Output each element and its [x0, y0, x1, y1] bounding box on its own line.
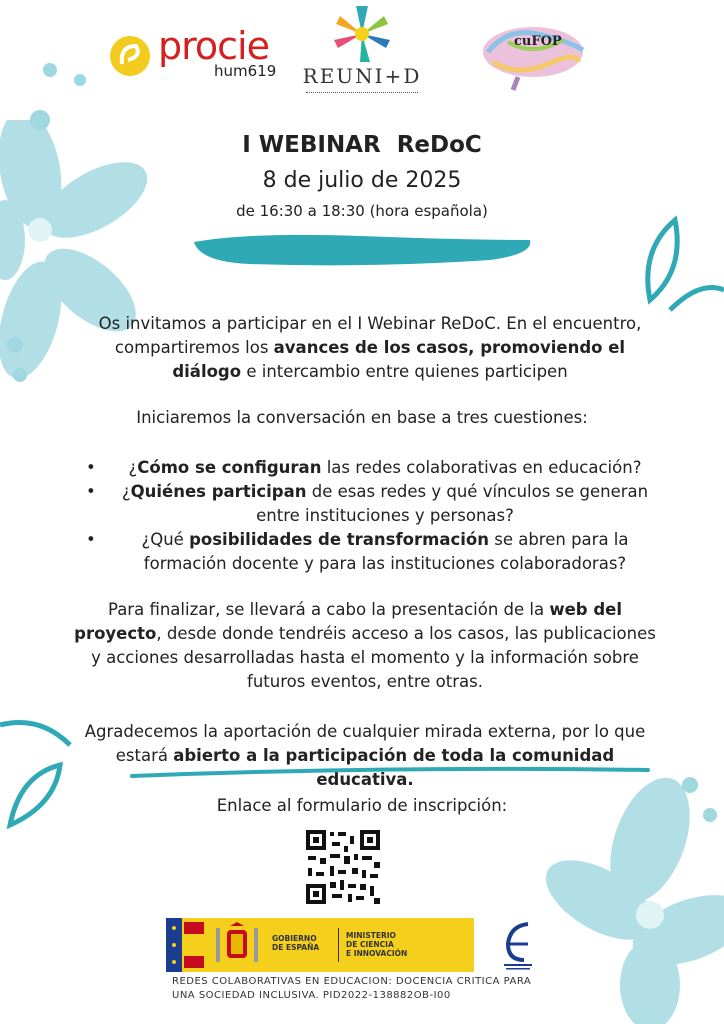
procie-wordmark: procie	[158, 24, 269, 68]
footer-line-1: REDES COLABORATIVAS EN EDUCACION: DOCENCIA CRITICA PARA	[172, 976, 532, 987]
spain-flag-icon	[184, 922, 204, 968]
event-date: 8 de julio de 2025	[262, 168, 462, 193]
registration-link-label: Enlace al formulario de inscripción:	[216, 796, 508, 815]
event-time: de 16:30 a 18:30 (hora española)	[236, 202, 488, 220]
gobierno-label: GOBIERNO DE ESPAÑA	[272, 934, 320, 952]
small-flowers-left-lower	[0, 330, 50, 390]
leaf-decoration-right	[630, 210, 724, 320]
gov-separator	[338, 928, 339, 962]
footer-line-2: UNA SOCIEDAD INCLUSIVA. PID2022-138882OB-I00	[172, 990, 451, 1001]
procie-emblem-icon	[108, 34, 152, 78]
bullet-icon: •	[86, 458, 96, 477]
cufop-brain-icon	[478, 22, 588, 92]
question-list	[80, 456, 650, 576]
thanks-paragraph: Agradecemos la aportación de cualquier mirada externa, por lo que estará abierto a la participación de toda la comunidad educativa.	[84, 722, 646, 789]
state-research-agency-logo	[498, 920, 538, 972]
reunid-underline	[306, 92, 418, 93]
government-funding-banner	[166, 918, 474, 972]
brush-stroke-divider	[190, 228, 536, 272]
list-item: • ¿Quiénes participan de esas redes y qué vínculos se generan entre instituciones y personas?	[86, 482, 649, 525]
webinar-title: I WEBINAR ReDoC	[242, 132, 482, 158]
questions-intro: Iniciaremos la conversación en base a tres cuestiones:	[136, 408, 588, 427]
project-footer	[172, 975, 531, 1003]
reunid-starburst-icon	[330, 2, 394, 64]
list-item: • ¿Cómo se configuran las redes colaborativas en educación?	[80, 456, 650, 480]
reunid-wordmark: REUNI+D	[302, 64, 422, 88]
cufop-wordmark: cuFOP	[514, 34, 562, 49]
intro-paragraph: Os invitamos a participar en el I Webinar ReDoC. En el encuentro, compartiremos los avances de los casos, promoviendo el diálogo e intercambio entre quienes participen	[98, 314, 642, 381]
final-paragraph: Para finalizar, se llevará a cabo la presentación de la web del proyecto, desde donde tendréis acceso a los casos, las publicaciones y acciones desarrolladas hasta el momento y la información sobre futuros eventos, entre otras.	[74, 600, 656, 691]
bullet-icon: •	[86, 482, 96, 501]
registration-qr-code[interactable]	[304, 828, 382, 906]
coat-of-arms-icon	[212, 922, 262, 968]
eu-flag-icon	[166, 918, 182, 972]
brush-underline	[130, 764, 650, 782]
list-item: • ¿Qué posibilidades de transformación se abren para la formación docente y para las instituciones colaboradoras?	[86, 530, 629, 573]
bullet-icon: •	[86, 530, 96, 549]
ministerio-label: MINISTERIO DE CIENCIA E INNOVACIÓN	[346, 931, 408, 958]
hum-label: hum619	[214, 62, 277, 80]
